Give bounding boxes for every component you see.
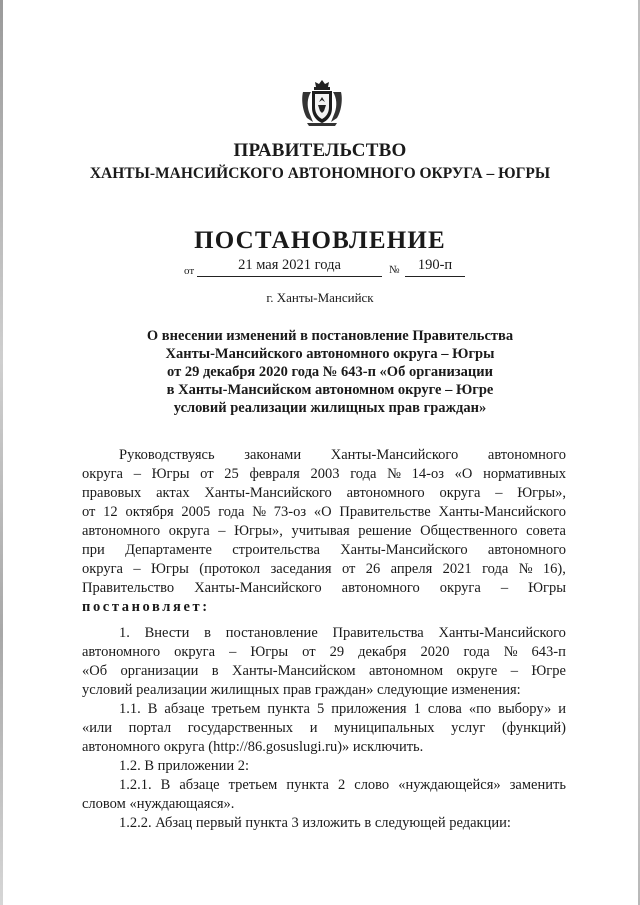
word: Югры — [528, 580, 566, 596]
word: Югры — [250, 644, 289, 660]
word: 2020 — [420, 644, 450, 660]
word: округа — [439, 580, 481, 596]
text-line — [82, 662, 566, 681]
word: Правительство — [82, 580, 175, 596]
date-number-line — [0, 257, 640, 281]
word: законами — [244, 447, 302, 463]
text-line — [82, 503, 566, 522]
document-subject — [120, 327, 540, 417]
word: 2021 — [442, 561, 472, 577]
word: 643-п — [531, 644, 566, 660]
word: автономного — [487, 447, 566, 463]
word: № — [518, 561, 533, 577]
preamble-paragraph — [82, 446, 566, 617]
word: Югры», — [517, 485, 566, 501]
text-line — [82, 465, 566, 484]
word: автономного — [82, 523, 161, 539]
word: 73-оз — [273, 504, 307, 520]
word: Ханты-Мансийского — [204, 485, 332, 501]
word: услуг — [451, 720, 486, 736]
word: автономного — [341, 580, 420, 596]
government-title: ПРАВИТЕЛЬСТВО — [233, 140, 407, 161]
text-line — [82, 700, 566, 719]
word: от — [200, 466, 214, 482]
text-line: словом «нуждающаяся». — [82, 796, 235, 812]
word: Департаменте — [125, 542, 212, 558]
word: нормативных — [483, 466, 566, 482]
document-type-title: ПОСТАНОВЛЕНИЕ — [194, 227, 446, 254]
word: Правительства — [332, 625, 424, 641]
word: 29 — [329, 644, 345, 660]
word: Югры — [151, 561, 189, 577]
word: «нуждающейся» — [398, 777, 501, 793]
word: – — [500, 580, 509, 596]
word: – — [218, 523, 226, 539]
government-region: ХАНТЫ-МАНСИЙСКОГО АВТОНОМНОГО ОКРУГА – ЮГРЫ — [89, 165, 551, 182]
subject-line: О внесении изменений в постановление Правительства — [146, 328, 514, 344]
word: абзаце — [164, 701, 205, 717]
word: Правительстве — [339, 504, 431, 520]
subject-line: от 29 декабря 2020 года № 643-п «Об организации — [167, 364, 493, 380]
city-line: г. Ханты-Мансийск — [266, 290, 374, 305]
text-line — [82, 560, 566, 579]
document-number: 190-п — [405, 257, 465, 277]
text-line — [82, 446, 566, 465]
word: Ханты-Мансийского — [438, 625, 566, 641]
word: строительства — [232, 542, 320, 558]
item-1 — [82, 624, 566, 833]
word: абзаце — [179, 777, 220, 793]
word: «О — [454, 466, 473, 482]
word: учитывая — [291, 523, 350, 539]
word: постановление — [225, 625, 318, 641]
coat-of-arms-icon — [299, 78, 345, 128]
resolves-word: постановляет: — [82, 599, 210, 615]
word: Ханты-Мансийского — [340, 542, 468, 558]
text-line: 1.2. В приложении 2: — [119, 758, 250, 774]
text-line — [82, 484, 566, 503]
word: при — [82, 542, 105, 558]
word: 1 — [413, 701, 421, 717]
word: правовых — [82, 485, 142, 501]
word: декабря — [358, 644, 407, 660]
word: 5 — [316, 701, 325, 717]
word: Ханты-Мансийском — [232, 663, 356, 679]
word: от — [302, 644, 316, 660]
word: Ханты-Мансийского — [194, 580, 322, 596]
word: и — [309, 720, 318, 736]
word: государственных — [187, 720, 294, 736]
text-line — [82, 522, 566, 541]
word: в — [211, 663, 219, 679]
word: муниципальных — [334, 720, 435, 736]
word: 2005 — [181, 504, 211, 520]
word: «или — [82, 720, 113, 736]
text-line: автономного округа (http://86.gosuslugi.ru)» исключить. — [82, 739, 424, 755]
word: выбору» — [498, 701, 552, 717]
word: (протокол — [199, 561, 261, 577]
word: – — [510, 663, 518, 679]
word: № — [252, 504, 267, 520]
word: третьем — [228, 777, 278, 793]
word: автономного — [82, 644, 161, 660]
word: округе — [456, 663, 498, 679]
word: В — [147, 701, 158, 717]
word: № — [503, 644, 518, 660]
word: года — [482, 561, 509, 577]
word: в — [204, 625, 211, 641]
text-line — [82, 579, 566, 598]
word: 14-оз — [411, 466, 444, 482]
word: слова — [427, 701, 462, 717]
text-line — [82, 776, 566, 795]
text-line — [82, 719, 566, 738]
word: 25 — [224, 466, 239, 482]
word: «О — [313, 504, 332, 520]
document-date: 21 мая 2021 года — [197, 257, 382, 277]
text-line — [82, 541, 566, 560]
word: автономного — [346, 485, 425, 501]
number-sign: № — [389, 264, 400, 276]
word: октября — [125, 504, 174, 520]
word: автономном — [368, 663, 444, 679]
subject-line: в Ханты-Мансийском автономном округе – Югре — [166, 382, 494, 398]
word: 1. — [119, 625, 130, 641]
text-line — [82, 624, 566, 643]
word: организации — [120, 663, 199, 679]
word: 2003 — [310, 466, 340, 482]
word: от — [341, 561, 356, 577]
word: апреля — [390, 561, 433, 577]
word: В — [160, 777, 171, 793]
word: портал — [128, 720, 172, 736]
word: – — [495, 485, 503, 501]
word: пункта — [286, 777, 329, 793]
word: – — [133, 466, 141, 482]
word: приложения — [331, 701, 407, 717]
word: слово — [354, 777, 390, 793]
text-line: 1.2.2. Абзац первый пункта 3 изложить в следующей редакции: — [119, 815, 511, 831]
text-line: условий реализации жилищных прав граждан» следующие изменения: — [82, 682, 521, 698]
word: Ханты-Мансийского — [438, 504, 566, 520]
word: Руководствуясь — [119, 447, 215, 463]
word: актах — [156, 485, 190, 501]
word: решение — [358, 523, 412, 539]
word: округа — [168, 523, 210, 539]
word: «Об — [82, 663, 108, 679]
word: года — [218, 504, 245, 520]
word: округа — [439, 485, 481, 501]
word: заседания — [270, 561, 332, 577]
scan-edge-left — [0, 0, 3, 905]
word: и — [558, 701, 566, 717]
text-line — [82, 643, 566, 662]
word: 2 — [337, 777, 346, 793]
word: округа — [82, 466, 123, 482]
word: (функций) — [501, 720, 566, 736]
subject-line: условий реализации жилищных прав граждан» — [173, 400, 487, 416]
word: Ханты-Мансийского — [330, 447, 459, 463]
word: года — [463, 644, 490, 660]
word: округа — [174, 644, 216, 660]
word: Внести — [144, 625, 190, 641]
word: пункта — [267, 701, 310, 717]
word: совета — [526, 523, 566, 539]
word: от — [82, 504, 96, 520]
word: Общественного — [420, 523, 518, 539]
word: 1.2.1. — [119, 777, 152, 793]
word: – — [133, 561, 141, 577]
word: – — [229, 644, 237, 660]
word: 1.1. — [119, 701, 141, 717]
word: 26 — [365, 561, 381, 577]
word: года — [350, 466, 377, 482]
word: № — [387, 466, 401, 482]
word: заменить — [509, 777, 566, 793]
word: февраля — [249, 466, 300, 482]
word: Югры — [151, 466, 190, 482]
word: автономного — [487, 542, 566, 558]
word: 16), — [542, 561, 566, 577]
word: 12 — [103, 504, 118, 520]
date-prefix: от — [184, 265, 195, 277]
word: «по — [468, 701, 492, 717]
word: третьем — [211, 701, 261, 717]
word: округа — [82, 561, 123, 577]
subject-line: Ханты-Мансийского автономного округа – Югры — [165, 346, 495, 362]
word: Югры», — [234, 523, 283, 539]
word: Югре — [531, 663, 566, 679]
